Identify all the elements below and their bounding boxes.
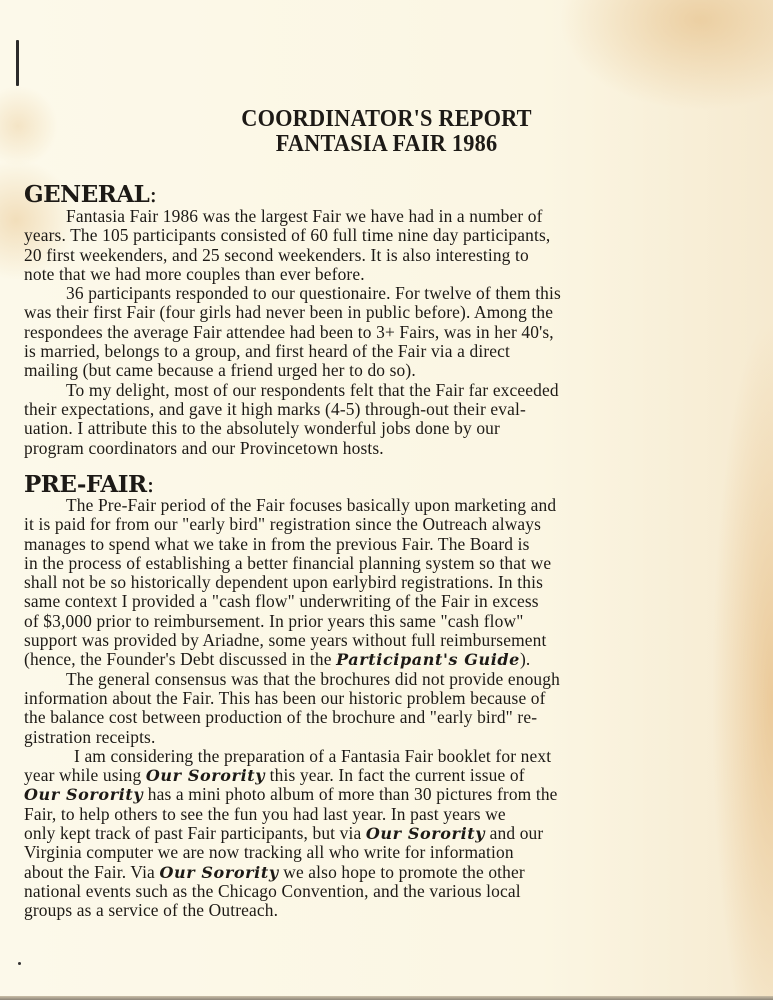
text-run: is married, belongs to a group, and first heard of the Fair via a direct (24, 341, 510, 362)
text-run: in the process of establishing a better financial planning system so that we (24, 552, 552, 573)
text-line (24, 689, 754, 708)
text-line (24, 400, 754, 419)
text-run: The Pre-Fair period of the Fair focuses basically upon marketing and (66, 495, 557, 515)
publication-title: Our Sorority (365, 824, 486, 844)
text-run: To my delight, most of our respondents felt that the Fair far exceeded (66, 379, 559, 400)
text-run: program coordinators and our Provincetown hosts. (24, 437, 384, 458)
heading-text: PRE-FAIR (24, 471, 147, 498)
text-line (24, 207, 754, 226)
text-run: we also hope to promote the other (278, 861, 525, 882)
text-line (24, 650, 754, 669)
text-line (24, 265, 754, 284)
text-line (24, 496, 754, 515)
text-line (24, 361, 754, 380)
heading-text: GENERAL (24, 181, 150, 208)
text-run: the balance cost between production of the brochure and "early bird" re- (24, 707, 538, 728)
text-run: same context I provided a "cash flow" underwriting of the Fair in excess (24, 591, 539, 612)
text-line (24, 284, 754, 303)
text-run: has a mini photo album of more than 30 pictures from the (143, 784, 558, 805)
publication-title: Participant's Guide (336, 650, 520, 670)
text-run: uation. I attribute this to the absolutely wonderful jobs done by our (24, 418, 500, 439)
heading-colon: : (149, 182, 157, 208)
publication-title: Our Sorority (145, 766, 266, 786)
text-run: 36 participants responded to our questionaire. For twelve of them this (66, 283, 561, 304)
text-line (24, 246, 754, 265)
text-run: Fair, to help others to see the fun you had last year. In past years we (24, 803, 506, 824)
text-line (24, 592, 754, 611)
text-line (24, 381, 754, 400)
title-line-1: COORDINATOR'S REPORT (241, 106, 532, 132)
section-heading-general (24, 181, 157, 209)
text-run: about the Fair. Via (24, 861, 160, 882)
text-line (24, 824, 754, 843)
text-run: shall not be so historically dependent upon earlybird registrations. In this (24, 572, 544, 593)
report-title (27, 107, 746, 157)
page-bottom-edge (0, 996, 773, 1000)
section-body-pre-fair (24, 496, 754, 921)
text-run: mailing (but came because a friend urged her to do so). (24, 360, 416, 381)
text-run: was their first Fair (four girls had never been in public before). Among the (24, 302, 554, 323)
text-line (24, 728, 754, 747)
text-line (24, 882, 754, 901)
title-line-2: FANTASIA FAIR 1986 (275, 131, 498, 157)
text-line (24, 342, 754, 361)
text-line (24, 323, 754, 342)
text-run: respondees the average Fair attendee had been to 3+ Fairs, was in her 40's, (24, 321, 554, 342)
text-run: support was provided by Ariadne, some years without full reimbursement (24, 630, 547, 651)
text-run: Fantasia Fair 1986 was the largest Fair we have had in a number of (66, 206, 543, 226)
text-run: gistration receipts. (24, 726, 156, 747)
text-run: ). (519, 649, 531, 670)
text-run: information about the Fair. This has been our historic problem because of (24, 687, 546, 708)
text-run: 20 first weekenders, and 25 second weekenders. It is also interesting to (24, 244, 529, 265)
text-line (24, 901, 754, 920)
text-line (24, 515, 754, 534)
text-run: note that we had more couples than ever before. (24, 263, 365, 284)
text-run: Virginia computer we are now tracking all who write for information (24, 842, 514, 863)
heading-colon: : (146, 472, 154, 498)
text-run: of $3,000 prior to reimbursement. In prior years this same "cash flow" (24, 610, 524, 631)
text-line (24, 766, 754, 785)
text-run: and our (485, 823, 544, 844)
text-line (24, 303, 754, 322)
text-run: national events such as the Chicago Convention, and the various local (24, 880, 521, 901)
publication-title: Our Sorority (24, 785, 144, 805)
text-line (24, 631, 754, 650)
text-line (24, 573, 754, 592)
text-line (24, 419, 754, 438)
text-run: I am considering the preparation of a Fantasia Fair booklet for next (74, 745, 552, 766)
text-run: year while using (24, 765, 146, 786)
text-run: (hence, the Founder's Debt discussed in the (24, 649, 337, 670)
text-line (24, 612, 754, 631)
text-line (24, 708, 754, 727)
text-run: groups as a service of the Outreach. (24, 900, 279, 921)
text-run: this year. In fact the current issue of (265, 765, 525, 786)
text-line (24, 554, 754, 573)
publication-title: Our Sorority (159, 862, 279, 882)
text-run: years. The 105 participants consisted of 60 full time nine day participants, (24, 225, 551, 246)
text-run: only kept track of past Fair participants, but via (24, 823, 366, 844)
text-run: their expectations, and gave it high marks (4-5) through-out their eval- (24, 398, 526, 419)
section-body-general (24, 207, 754, 458)
text-line (24, 747, 754, 766)
text-run: it is paid for from our "early bird" registration since the Outreach always (24, 514, 542, 535)
text-run: manages to spend what we take in from the previous Fair. The Board is (24, 533, 530, 554)
text-line (24, 535, 754, 554)
text-line (24, 439, 754, 458)
text-line (24, 805, 754, 824)
text-line (24, 226, 754, 245)
ink-speck (18, 962, 21, 965)
text-run: The general consensus was that the brochures did not provide enough (66, 668, 560, 689)
text-line (24, 863, 754, 882)
text-line (24, 670, 754, 689)
staple-mark (16, 40, 19, 86)
text-line (24, 843, 754, 862)
text-line (24, 785, 754, 804)
